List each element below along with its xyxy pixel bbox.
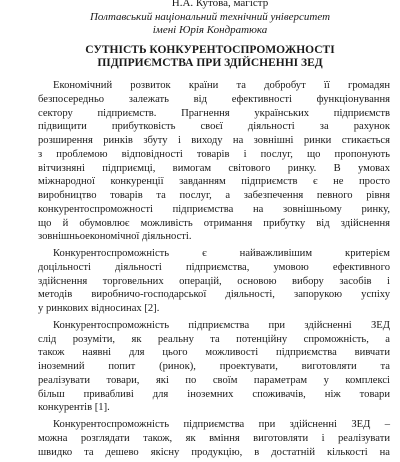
title-line: СУТНІСТЬ КОНКУРЕНТОСПРОМОЖНОСТІ — [85, 44, 335, 56]
text-line: можна розглядати також, як вміння виготовляти і реалізувати — [38, 432, 390, 444]
text-line: з проблемою відповідності товарів і послуг, що пропонують — [38, 148, 390, 160]
text-line: сектору підприємств. Прагнення українських підприємств — [38, 107, 390, 119]
text-line: методів виробничо-господарської діяльності, запорукою успіху — [38, 289, 390, 301]
text-line: зовнішньоекономічної діяльності. — [38, 231, 192, 243]
affiliation-line: імені Юрія Кондратюка — [152, 23, 268, 36]
text-line: конкурентів [1]. — [38, 402, 110, 414]
article-title — [0, 44, 400, 70]
text-line: більш привабливі для іноземних споживачів, ніж товари — [38, 388, 390, 400]
text-line: доцільності діяльності підприємства, умовою ефективного — [38, 261, 390, 273]
text-line: у ринкових відносинах [2]. — [38, 303, 160, 314]
text-line: слід розуміти, як реальну та потенційну спроможність, а — [38, 333, 390, 345]
text-line: реалізувати товари, які по своїм параметрам у комплексі — [38, 374, 390, 386]
text-line: вітчизняні підприємці, вимогам світового ринку. В умовах — [38, 162, 390, 174]
affiliation-line: Полтавський національний технічний університет — [89, 11, 331, 23]
text-line: Конкурентоспроможність є найважливішим критерієм — [53, 248, 390, 259]
text-line: що й обумовлює можливість отримання прибутку від здійснення — [38, 217, 390, 229]
title-line: ПІДПРИЄМСТВА ПРИ ЗДІЙСНЕННІ ЗЕД — [97, 57, 323, 69]
paragraph — [38, 319, 390, 415]
text-line: іноземний попит (ринок), проектувати, виготовляти та — [38, 361, 390, 372]
article-body — [38, 79, 390, 462]
paragraph — [38, 247, 390, 316]
text-line: виробництво товарів та послуг, а забезпечення певного рівня — [38, 190, 390, 201]
text-line: підвищити прибутковість своєї діяльності за рахунок — [38, 121, 390, 133]
text-line: здійснення торговельних операцій, основою вибору засобів і — [38, 275, 390, 287]
paragraph — [38, 418, 390, 459]
text-line: міжнародної конкуренції завданням підприємств є не просто — [38, 176, 390, 188]
affiliation — [0, 11, 400, 36]
text-line: безпосередньо залежать від ефективності функціонування — [38, 93, 390, 105]
paragraph — [38, 79, 390, 244]
text-line: конкурентоспроможності підприємства на зовнішньому ринку, — [38, 203, 390, 215]
text-line: Конкурентоспроможність підприємства при здійсненні ЗЕД – — [53, 419, 390, 430]
text-line: Конкурентоспроможність підприємства при здійсненні ЗЕД — [53, 319, 390, 331]
text-line: Економічний розвиток країни та добробут її громадян — [53, 80, 390, 91]
text-line: також наявні для цього можливості підприємства вивчати — [38, 347, 390, 359]
text-line: швидко та дешево якісну продукцію, в достатній кількості на — [38, 446, 390, 458]
author-line: Н.А. Кутова, магістр — [171, 0, 269, 9]
text-line: розширення ринків збуту і виходу на зовнішні ринки стикається — [38, 135, 390, 146]
